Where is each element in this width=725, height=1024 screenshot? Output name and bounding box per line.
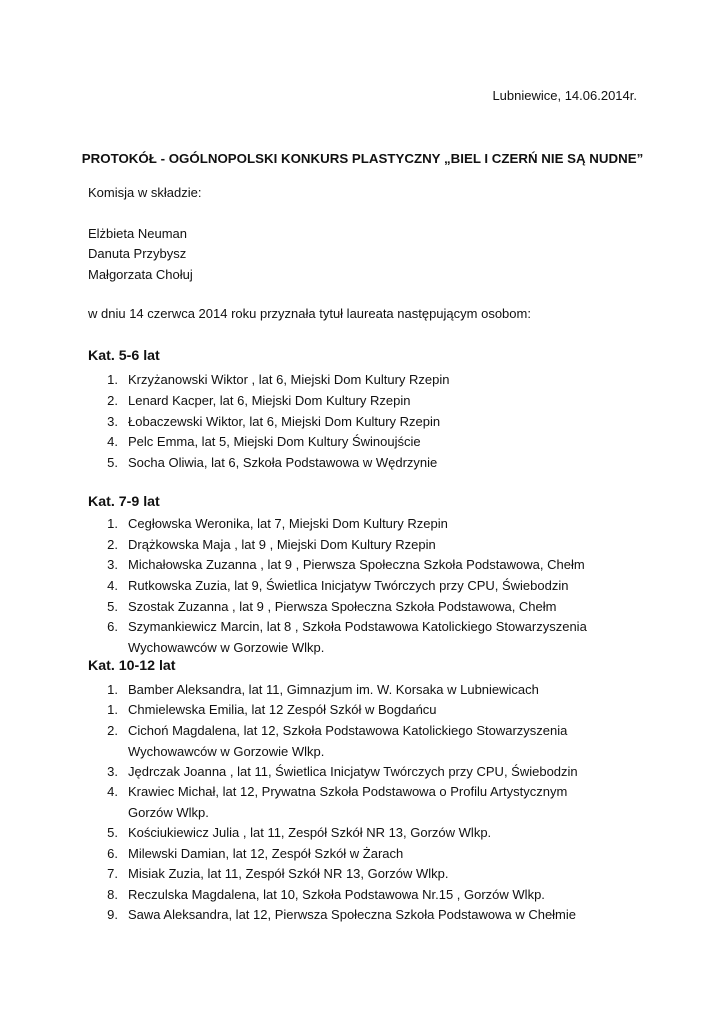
list-item-number: 1. — [107, 516, 118, 531]
list-item-text: Łobaczewski Wiktor, lat 6, Miejski Dom Kultury Rzepin — [128, 414, 441, 429]
list-item-number: 1. — [107, 702, 118, 717]
list-item-number: 3. — [107, 414, 118, 429]
list-item-number: 4. — [107, 434, 118, 449]
list-item-text: Misiak Zuzia, lat 11, Zespół Szkół NR 13, Gorzów Wlkp. — [128, 866, 449, 881]
intro-text: w dniu 14 czerwca 2014 roku przyznała tytuł laureata następującym osobom: — [88, 306, 531, 321]
document-title: PROTOKÓŁ - OGÓLNOPOLSKI KONKURS PLASTYCZNY „BIEL I CZERŃ NIE SĄ NUDNE” — [81, 151, 644, 166]
list-item-number: 2. — [107, 723, 118, 738]
list-item-number: 7. — [107, 866, 118, 881]
list-item-text: Szostak Zuzanna , lat 9 , Pierwsza Społeczna Szkoła Podstawowa, Chełm — [128, 599, 557, 614]
list-item-number: 8. — [107, 887, 118, 902]
list-item-number: 2. — [107, 537, 118, 552]
list-item-number: 1. — [107, 682, 118, 697]
list-item-number: 3. — [107, 557, 118, 572]
list-item-text: Krzyżanowski Wiktor , lat 6, Miejski Dom Kultury Rzepin — [128, 372, 450, 387]
list-item-text: Rutkowska Zuzia, lat 9, Świetlica Inicjatyw Twórczych przy CPU, Świebodzin — [128, 578, 569, 593]
list-item-text: Szymankiewicz Marcin, lat 8 , Szkoła Podstawowa Katolickiego Stowarzyszenia Wychowawców w Gorzowie Wlkp. — [128, 619, 587, 655]
committee-member: Danuta Przybysz — [88, 246, 187, 261]
list-item-text: Sawa Aleksandra, lat 12, Pierwsza Społeczna Szkoła Podstawowa w Chełmie — [128, 907, 577, 922]
committee-member: Elżbieta Neuman — [88, 226, 187, 241]
list-item-number: 9. — [107, 907, 118, 922]
list-item-text: Socha Oliwia, lat 6, Szkoła Podstawowa w Wędrzynie — [128, 455, 438, 470]
list-item-number: 3. — [107, 764, 118, 779]
list-item-text: Chmielewska Emilia, lat 12 Zespół Szkół w Bogdańcu — [128, 702, 437, 717]
list-item-number: 5. — [107, 455, 118, 470]
list-item-text: Reczulska Magdalena, lat 10, Szkoła Podstawowa Nr.15 , Gorzów Wlkp. — [128, 887, 545, 902]
list-item-text: Kościukiewicz Julia , lat 11, Zespół Szkół NR 13, Gorzów Wlkp. — [128, 825, 492, 840]
list-item-number: 4. — [107, 578, 118, 593]
list-item-text: Milewski Damian, lat 12, Zespół Szkół w Żarach — [128, 846, 404, 861]
list-item-text: Cegłowska Weronika, lat 7, Miejski Dom Kultury Rzepin — [128, 516, 448, 531]
list-item-text: Drążkowska Maja , lat 9 , Miejski Dom Kultury Rzepin — [128, 537, 436, 552]
committee-label: Komisja w składzie: — [88, 185, 202, 200]
list-item-text: Bamber Aleksandra, lat 11, Gimnazjum im. W. Korsaka w Lubniewicach — [128, 682, 539, 697]
list-item-text: Lenard Kacper, lat 6, Miejski Dom Kultury Rzepin — [128, 393, 411, 408]
list-item-number: 5. — [107, 599, 118, 614]
list-item-number: 6. — [107, 846, 118, 861]
list-item-number: 4. — [107, 784, 118, 799]
list-item-number: 5. — [107, 825, 118, 840]
list-item-text: Jędrczak Joanna , lat 11, Świetlica Inicjatyw Twórczych przy CPU, Świebodzin — [128, 764, 578, 779]
category-heading: Kat. 7-9 lat — [88, 494, 160, 510]
list-item-text: Michałowska Zuzanna , lat 9 , Pierwsza Społeczna Szkoła Podstawowa, Chełm — [128, 557, 585, 572]
category-heading: Kat. 10-12 lat — [88, 658, 176, 674]
document-date: Lubniewice, 14.06.2014r. — [492, 88, 637, 103]
list-item-number: 2. — [107, 393, 118, 408]
list-item-number: 6. — [107, 619, 118, 634]
committee-member: Małgorzata Chołuj — [88, 267, 193, 282]
list-item-number: 1. — [107, 372, 118, 387]
list-item-text: Krawiec Michał, lat 12, Prywatna Szkoła Podstawowa o Profilu Artystycznym Gorzów Wlkp. — [128, 784, 568, 820]
list-item-text: Cichoń Magdalena, lat 12, Szkoła Podstawowa Katolickiego Stowarzyszenia Wychowawców w Gorzowie Wlkp. — [128, 723, 568, 759]
category-heading: Kat. 5-6 lat — [88, 348, 160, 364]
list-item-text: Pelc Emma, lat 5, Miejski Dom Kultury Świnoujście — [128, 434, 421, 449]
